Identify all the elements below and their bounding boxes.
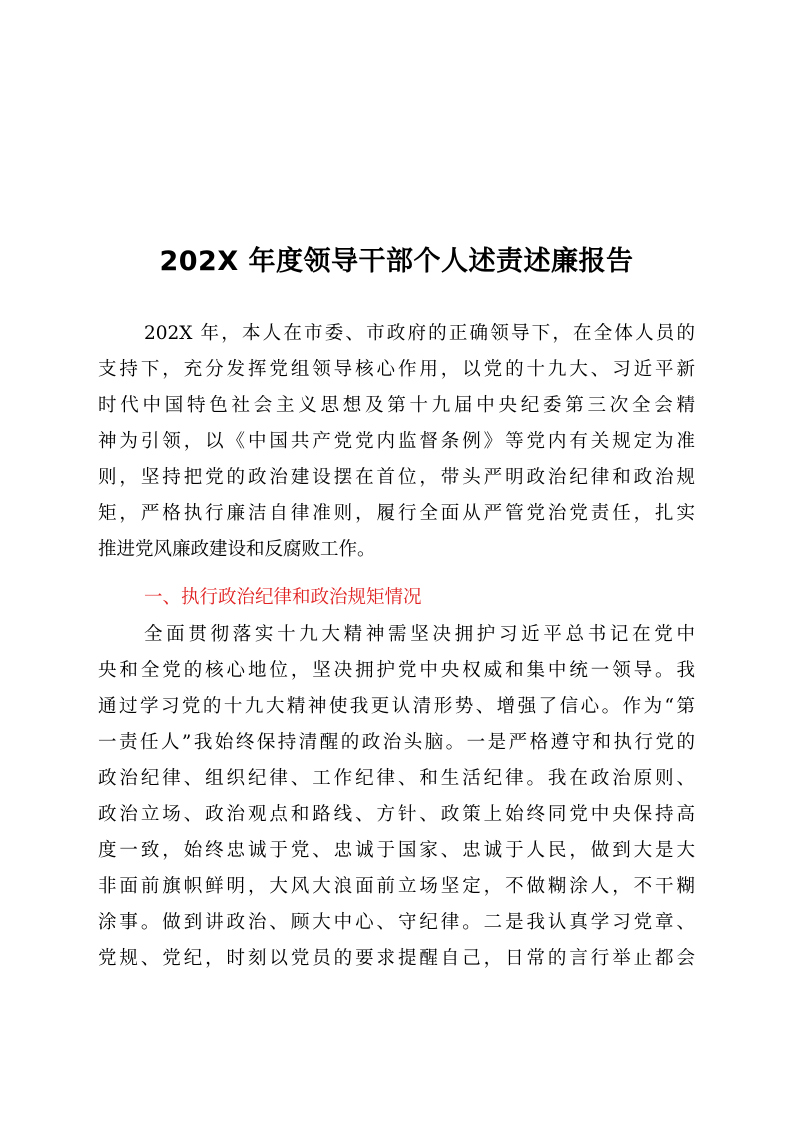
paragraph-line: 通过学习党的十九大精神使我更认清形势、增强了信心。作为“第 [98,696,695,717]
paragraph-line: 支持下，充分发挥党组领导核心作用，以党的十九大、习近平新 [98,359,695,380]
section-heading: 一、执行政治纪律和政治规矩情况 [144,587,422,608]
paragraph-line: 全面贯彻落实十九大精神需坚决拥护习近平总书记在党中 [144,624,695,645]
paragraph-line: 时代中国特色社会主义思想及第十九届中央纪委第三次全会精 [98,395,695,416]
paragraph-line: 度一致，始终忠诚于党、忠诚于国家、忠诚于人民，做到大是大 [98,840,695,861]
paragraph-line: 则，坚持把党的政治建设摆在首位，带头严明政治纪律和政治规 [98,467,695,488]
paragraph-line: 神为引领，以《中国共产党党内监督条例》等党内有关规定为准 [98,431,695,452]
paragraph-line: 推进党风廉政建设和反腐败工作。 [98,539,376,560]
paragraph-line: 非面前旗帜鲜明，大风大浪面前立场坚定，不做糊涂人，不干糊 [98,876,695,897]
paragraph-line: 202X 年，本人在市委、市政府的正确领导下，在全体人员的 [144,323,695,344]
paragraph-line: 一责任人”我始终保持清醒的政治头脑。一是严格遵守和执行党的 [98,732,695,753]
paragraph-line: 矩，严格执行廉洁自律准则，履行全面从严管党治党责任，扎实 [98,503,695,524]
paragraph-line: 党规、党纪，时刻以党员的要求提醒自己，日常的言行举止都会 [98,948,695,969]
paragraph-line: 涂事。做到讲政治、顾大中心、守纪律。二是我认真学习党章、 [98,912,695,933]
paragraph-line: 央和全党的核心地位，坚决拥护党中央权威和集中统一领导。我 [98,660,695,681]
paragraph-line: 政治立场、政治观点和路线、方针、政策上始终同党中央保持高 [98,804,695,825]
paragraph-line: 政治纪律、组织纪律、工作纪律、和生活纪律。我在政治原则、 [98,768,695,789]
document-title: 202X 年度领导干部个人述责述廉报告 [159,246,634,277]
